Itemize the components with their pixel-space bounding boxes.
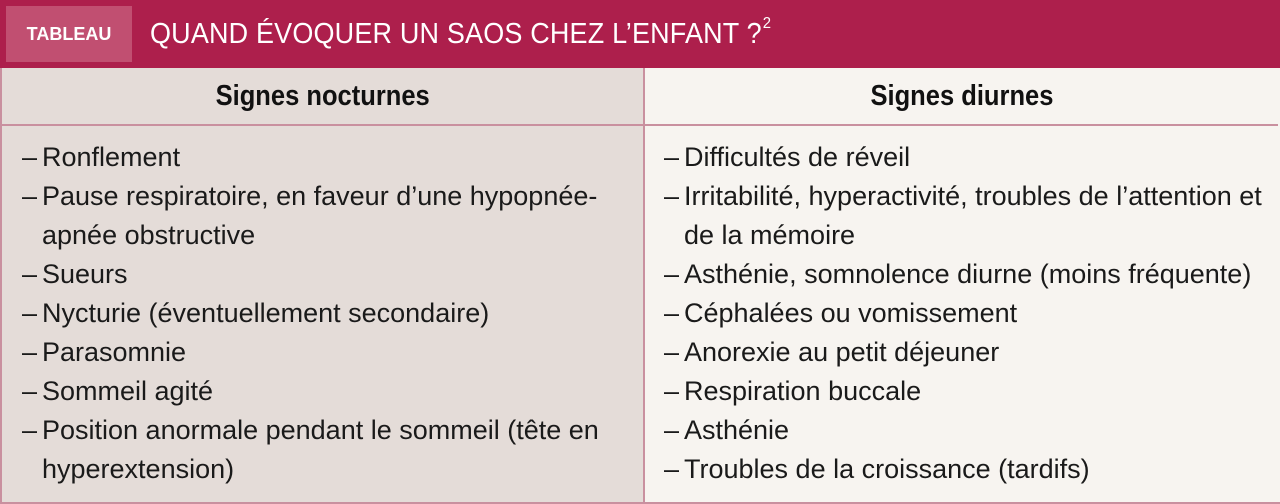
column-heading-diurnal: Signes diurnes xyxy=(870,79,1053,112)
dash-marker: – xyxy=(664,142,680,172)
dash-marker: – xyxy=(22,142,38,172)
tableau-badge: TABLEAU xyxy=(6,6,132,62)
table-title-text: QUAND ÉVOQUER UN SAOS CHEZ L’ENFANT ? xyxy=(150,17,762,50)
list-item-text: Difficultés de réveil xyxy=(684,142,911,172)
list-item-text: Asthénie xyxy=(684,415,790,445)
dash-marker: – xyxy=(22,415,38,445)
list-item-text: Anorexie au petit déjeuner xyxy=(684,337,1000,367)
list-item-text: Sueurs xyxy=(42,259,128,289)
list-item xyxy=(664,372,1264,411)
list-item xyxy=(22,138,637,177)
list-item xyxy=(664,333,1264,372)
signs-table xyxy=(0,68,1280,504)
list-item-text: Position anormale pendant le sommeil (tête en hyperextension) xyxy=(42,415,599,484)
list-item-text: Ronflement xyxy=(42,142,181,172)
dash-marker: – xyxy=(664,298,680,328)
dash-marker: – xyxy=(664,415,680,445)
list-item-text: Céphalées ou vomissement xyxy=(684,298,1018,328)
dash-marker: – xyxy=(22,181,38,211)
list-item-text: Parasomnie xyxy=(42,337,187,367)
table-header-bar xyxy=(0,0,1280,68)
dash-marker: – xyxy=(664,181,680,211)
dash-marker: – xyxy=(664,337,680,367)
list-item-text: Troubles de la croissance (tardifs) xyxy=(684,454,1090,484)
dash-marker: – xyxy=(664,376,680,406)
list-item xyxy=(664,177,1264,255)
nocturnal-signs-list xyxy=(22,138,637,489)
list-item xyxy=(22,333,637,372)
dash-marker: – xyxy=(22,337,38,367)
list-item-text: Asthénie, somnolence diurne (moins fréquente) xyxy=(684,259,1252,289)
list-item-text: Pause respiratoire, en faveur d’une hypopnée-apnée obstructive xyxy=(42,181,598,250)
diurnal-signs-list xyxy=(664,138,1264,489)
list-item xyxy=(22,372,637,411)
title-reference: 2 xyxy=(762,15,772,32)
table-title xyxy=(150,0,771,68)
list-item xyxy=(22,411,637,489)
dash-marker: – xyxy=(664,454,680,484)
list-item xyxy=(664,255,1264,294)
list-item xyxy=(22,177,637,255)
list-item-text: Irritabilité, hyperactivité, troubles de l’attention et de la mémoire xyxy=(684,181,1262,250)
column-divider xyxy=(643,68,645,502)
list-item xyxy=(664,450,1264,489)
dash-marker: – xyxy=(22,259,38,289)
header-divider xyxy=(2,124,1278,126)
dash-marker: – xyxy=(22,376,38,406)
list-item xyxy=(22,294,637,333)
list-item-text: Nycturie (éventuellement secondaire) xyxy=(42,298,490,328)
list-item xyxy=(22,255,637,294)
column-heading-nocturnal: Signes nocturnes xyxy=(215,79,430,112)
list-item xyxy=(664,411,1264,450)
dash-marker: – xyxy=(22,298,38,328)
list-item xyxy=(664,294,1264,333)
list-item-text: Sommeil agité xyxy=(42,376,214,406)
list-item-text: Respiration buccale xyxy=(684,376,922,406)
dash-marker: – xyxy=(664,259,680,289)
list-item xyxy=(664,138,1264,177)
